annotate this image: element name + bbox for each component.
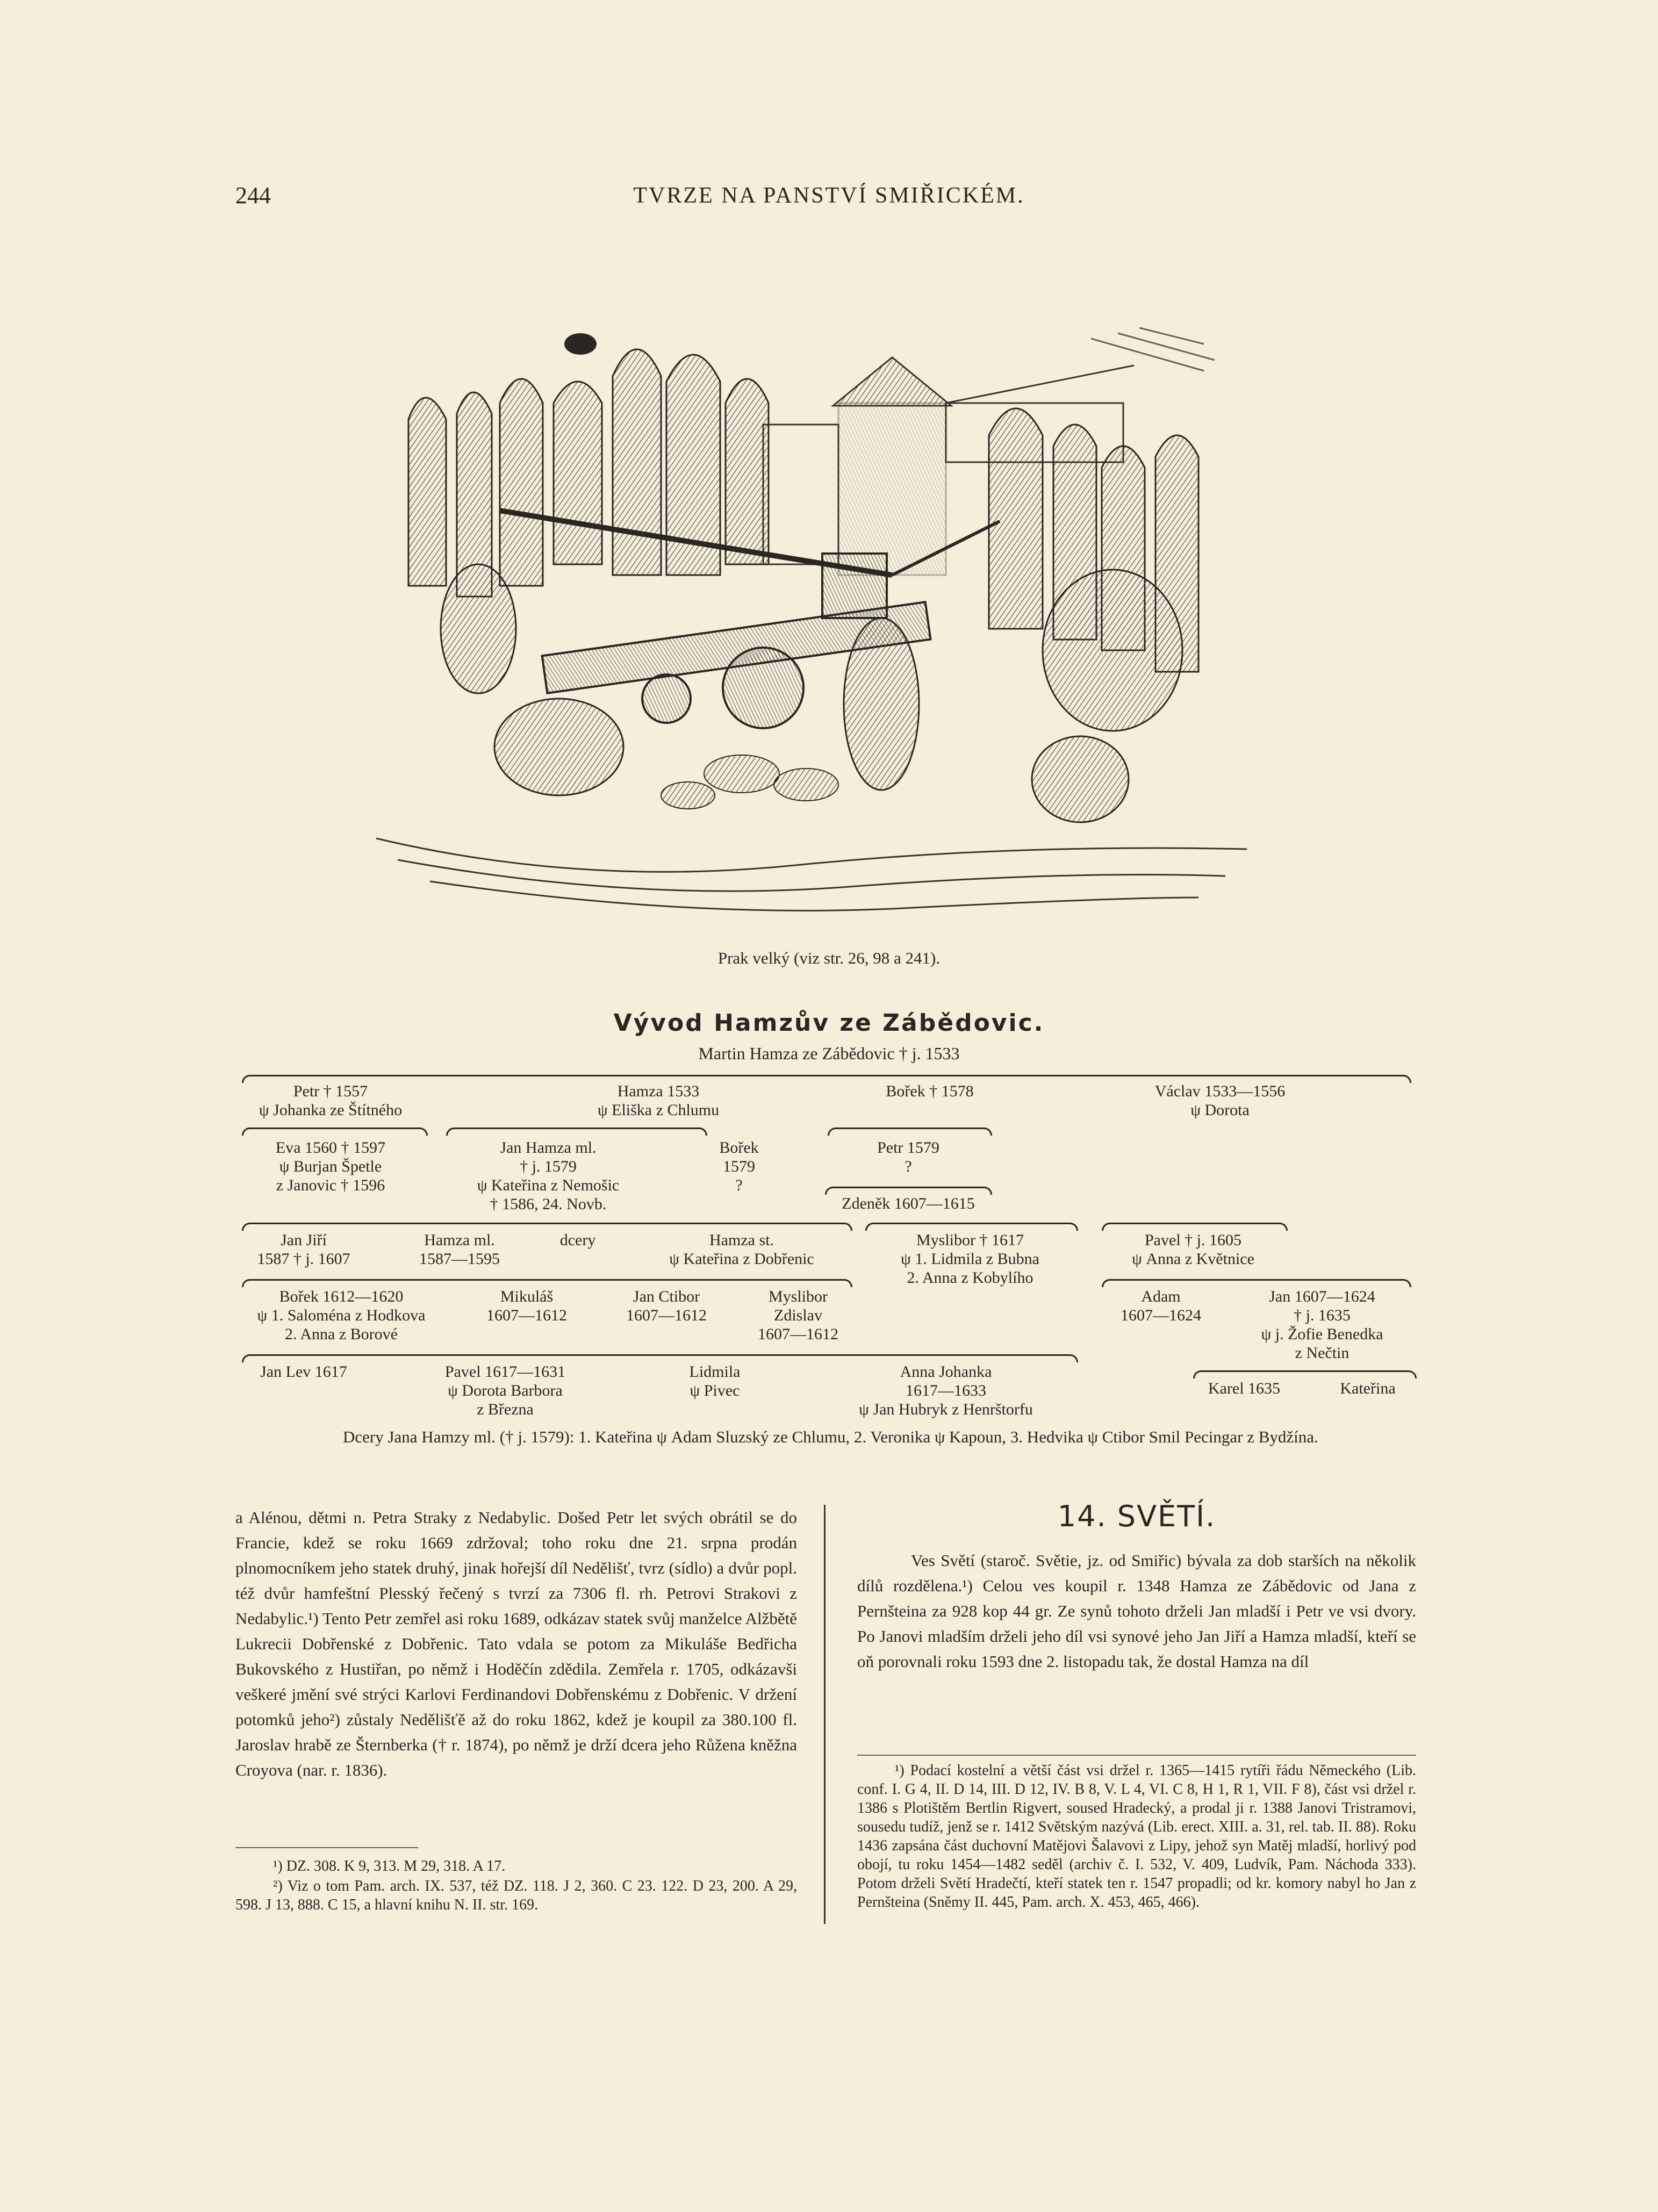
tree-person: Anna Johanka 1617—1633 ψ Jan Hubryk z Henrštorfu — [859, 1363, 1033, 1418]
tree-person: Myslibor † 1617 ψ 1. Lidmila z Bubna 2. Anna z Kobylího — [901, 1231, 1039, 1287]
tree-person: Bořek † 1578 — [886, 1082, 974, 1100]
tree-bracket — [1102, 1279, 1411, 1287]
tree-person: Myslibor Zdislav 1607—1612 — [758, 1288, 838, 1343]
tree-person: Karel 1635 — [1208, 1380, 1281, 1397]
footnote: ¹) DZ. 308. K 9, 313. M 29, 318. A 17. — [273, 1858, 506, 1875]
tree-bracket — [1193, 1370, 1417, 1378]
tree-person: Petr † 1557 ψ Johanka ze Štítného — [259, 1082, 403, 1119]
footnote-rule — [235, 1847, 418, 1848]
left-column-text — [235, 1505, 797, 1783]
tree-person: Hamza ml. 1587—1595 — [419, 1231, 500, 1268]
body-paragraph: a Alénou, dětmi n. Petra Straky z Nedabylic. Došed Petr let svých obrátil se do Francie, kdež se roku 1669 zdržoval; toho roku dne 21. srpna prodán plnomocníkem jeho statek druhý, jinak hořejší díl Nedělišť, tvrz (sídlo) a dvůr popl. též dvůr hamfeštní Plesský řečený s tvrzí za 7306 fl. rh. Petrovi Strakovi z Nedabylic.¹) Tento Petr zemřel asi roku 1689, odkázav statek svůj manželce Alžbětě Lukrecii Dobřenské z Dobřenic. Tato vdala se potom za Mikuláše Bedřicha Bukovského z Hustiřan, po němž i Hoděčín zdědila. Zemřela r. 1705, odkázavši veškeré jmění své strýci Karlovi Ferdinandovi Dobřenskému z Dobřenic. V držení potomků jeho²) zůstaly Nedělišťě až do roku 1862, kdež je koupil za 380.100 fl. Jaroslav hrabě ze Šternberka († r. 1874), po němž je drží dcera jeho Růžena kněžna Croyova (nar. r. 1836). — [235, 1508, 797, 1779]
tree-person: Jan Jiří 1587 † j. 1607 — [257, 1231, 350, 1268]
tree-person: Bořek 1579 ? — [719, 1139, 759, 1194]
engraving-illustration — [365, 242, 1268, 946]
running-title: TVRZE NA PANSTVÍ SMIŘICKÉM. — [633, 183, 1025, 208]
section-heading: 14. SVĚTÍ. — [1057, 1499, 1216, 1533]
tree-person: Kateřina — [1340, 1380, 1396, 1397]
tree-person: Jan Hamza ml. † j. 1579 ψ Kateřina z Nemošic † 1586, 24. Novb. — [477, 1139, 620, 1213]
tree-bracket — [242, 1354, 1078, 1362]
tree-bracket — [828, 1127, 992, 1136]
footnotes-right — [857, 1755, 1416, 1913]
tree-root: Martin Hamza ze Zábědovic † j. 1533 — [698, 1044, 960, 1063]
tree-person: Zdeněk 1607—1615 — [842, 1195, 975, 1212]
right-column-text — [857, 1548, 1416, 1674]
tree-bracket — [865, 1223, 1078, 1231]
tree-person: Jan 1607—1624 † j. 1635 ψ j. Žofie Benedka z Nečtin — [1261, 1288, 1383, 1362]
tree-person: Jan Lev 1617 — [260, 1363, 347, 1381]
tree-person: Václav 1533—1556 ψ Dorota — [1154, 1082, 1286, 1119]
tree-bracket — [242, 1223, 852, 1231]
tree-bracket — [242, 1279, 852, 1287]
tree-person: dcery — [559, 1231, 596, 1249]
footnote: ¹) Podací kostelní a větší část vsi držel r. 1365—1415 rytíři řádu Německého (Lib. conf. I. G 4, II. D 14, III. D 12, IV. B 8, V. L 4, VI. C 8, H 1, R 1, VII. F 8), část vsi držel r. 1386 s Plotištěm Bertlin Rigvert, soused Hradecký, a prodal ji r. 1388 Janovi Tristramovi, sousedu tudíž, jenž se r. 1412 Světským nazývá (Lib. erect. XIII. a. 31, rel. tab. II. 88). Roku 1436 zapsána část duchovní Matějovi Šalavovi z Lipy, jehož syn Matěj mladší, horlivý pod obojí, tu roku 1454—1482 seděl (archiv č. I. 532, V. 409, Ludvík, Pam. Náchoda 333). Potom drželi Světí Hradečtí, kteří statek ten r. 1547 propadli; od kr. komory nabyl ho Jan z Pernšteina (Sněmy II. 445, Pam. arch. X. 453, 465, 466). — [857, 1762, 1416, 1911]
page-number: 244 — [235, 182, 271, 209]
tree-person: Eva 1560 † 1597 ψ Burjan Špetle z Janovic † 1596 — [275, 1139, 386, 1194]
body-paragraph: Ves Světí (staroč. Světie, jz. od Smiřic) bývala za dob starších na několik dílů rozdělena.¹) Celou ves koupil r. 1348 Hamza ze Zábědovic od Jana z Pernšteina za 928 kop 44 gr. Ze synů tohoto drželi Jan mladší i Petr ve vsi dvory. Po Janovi mladším drželi jeho díl vsi synové jeho Jan Jiří a Hamza mladší, kteří se oň porovnali roku 1593 dne 2. listopadu tak, že dostal Hamza na díl — [857, 1551, 1416, 1671]
tree-bracket — [242, 1127, 428, 1136]
tree-person: Hamza 1533 ψ Eliška z Chlumu — [597, 1082, 720, 1119]
tree-person: Hamza st. ψ Kateřina z Dobřenic — [669, 1231, 814, 1268]
tree-bracket — [1102, 1223, 1288, 1231]
footnote: ²) Viz o tom Pam. arch. IX. 537, též DZ. 118. J 2, 360. C 23. 122. D 23, 200. A 29, 598. J 13, 888. C 15, a hlavní knihu N. II. str. 169. — [235, 1878, 797, 1913]
tree-bracket — [446, 1127, 707, 1136]
tree-person: Jan Ctibor 1607—1612 — [626, 1288, 707, 1324]
tree-person: Mikuláš 1607—1612 — [486, 1288, 567, 1324]
tree-person: Petr 1579 ? — [877, 1139, 939, 1175]
tree-person: Lidmila ψ Pivec — [689, 1363, 741, 1399]
footnotes-left — [235, 1857, 797, 1915]
column-divider — [824, 1505, 826, 1924]
tree-title: Vývod Hamzův ze Zábědovic. — [613, 1009, 1045, 1037]
daughters-note: Dcery Jana Hamzy ml. († j. 1579): 1. Kateřina ψ Adam Sluzský ze Chlumu, 2. Veronika ψ Kapoun, 3. Hedvika ψ Ctibor Smil Pecingar z Bydžína. — [343, 1427, 1318, 1446]
tree-person: Pavel 1617—1631 ψ Dorota Barbora z Března — [444, 1363, 566, 1418]
tree-person: Adam 1607—1624 — [1121, 1288, 1201, 1324]
figure-caption: Prak velký (viz str. 26, 98 a 241). — [717, 949, 941, 967]
tree-bracket — [825, 1187, 992, 1195]
tree-person: Bořek 1612—1620 ψ 1. Saloména z Hodkova 2. Anna z Borové — [257, 1288, 426, 1343]
tree-person: Pavel † j. 1605 ψ Anna z Květnice — [1132, 1231, 1254, 1268]
